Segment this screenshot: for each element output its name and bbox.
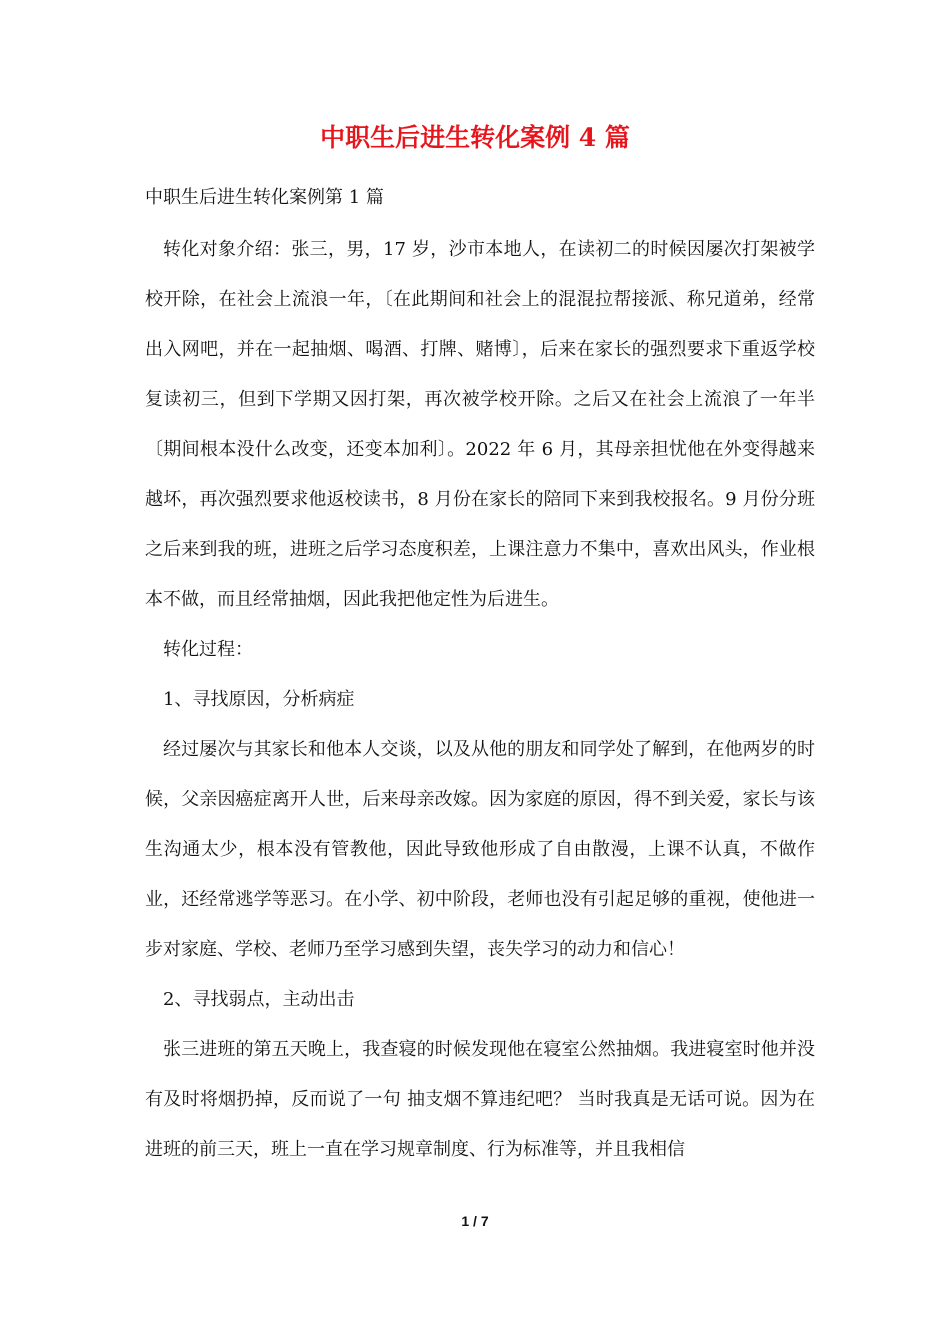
section-heading: 中职生后进生转化案例第 1 篇 [145,187,384,208]
paragraph-step-2-body: 张三进班的第五天晚上，我查寝的时候发现他在寝室公然抽烟。我进寝室时他并没有及时将烟扔掉，反而说了一句 抽支烟不算违纪吧？ 当时我真是无话可说。因为在进班的前三天，班上一直在学习规章制度、行为标准等，并且我相信 [145,1039,815,1160]
document-title: 中职生后进生转化案例 4 篇 [320,123,630,152]
paragraph-step-1-body: 经过屡次与其家长和他本人交谈，以及从他的朋友和同学处了解到，在他两岁的时候，父亲因癌症离开人世，后来母亲改嫁。因为家庭的原因，得不到关爱，家长与该生沟通太少，根本没有管教他，因此导致他形成了自由散漫，上课不认真，不做作业，还经常逃学等恶习。在小学、初中阶段，老师也没有引起足够的重视，使他进一步对家庭、学校、老师乃至学习感到失望，丧失学习的动力和信心！ [145,739,815,960]
paragraph-step-1-heading: 1、寻找原因，分析病症 [163,689,355,710]
paragraph-process-heading: 转化过程： [163,639,253,660]
page-number: 1 / 7 [461,1213,489,1229]
document-body [145,225,815,1175]
paragraph-step-2-heading: 2、寻找弱点，主动出击 [163,989,355,1010]
paragraph-introduction: 转化对象介绍：张三，男，17 岁，沙市本地人，在读初二的时候因屡次打架被学校开除，在社会上流浪一年，〔在此期间和社会上的混混拉帮接派、称兄道弟，经常出入网吧，并在一起抽烟、喝酒、打牌、赌博〕，后来在家长的强烈要求下重返学校复读初三，但到下学期又因打架，再次被学校开除。之后又在社会上流浪了一年半〔期间根本没什么改变，还变本加利〕。2022 年 6 月，其母亲担忧他在外变得越来越坏，再次强烈要求他返校读书，8 月份在家长的陪同下来到我校报名。9 月份分班之后来到我的班，进班之后学习态度积差，上课注意力不集中，喜欢出风头，作业根本不做，而且经常抽烟，因此我把他定性为后进生。 [145,239,815,610]
